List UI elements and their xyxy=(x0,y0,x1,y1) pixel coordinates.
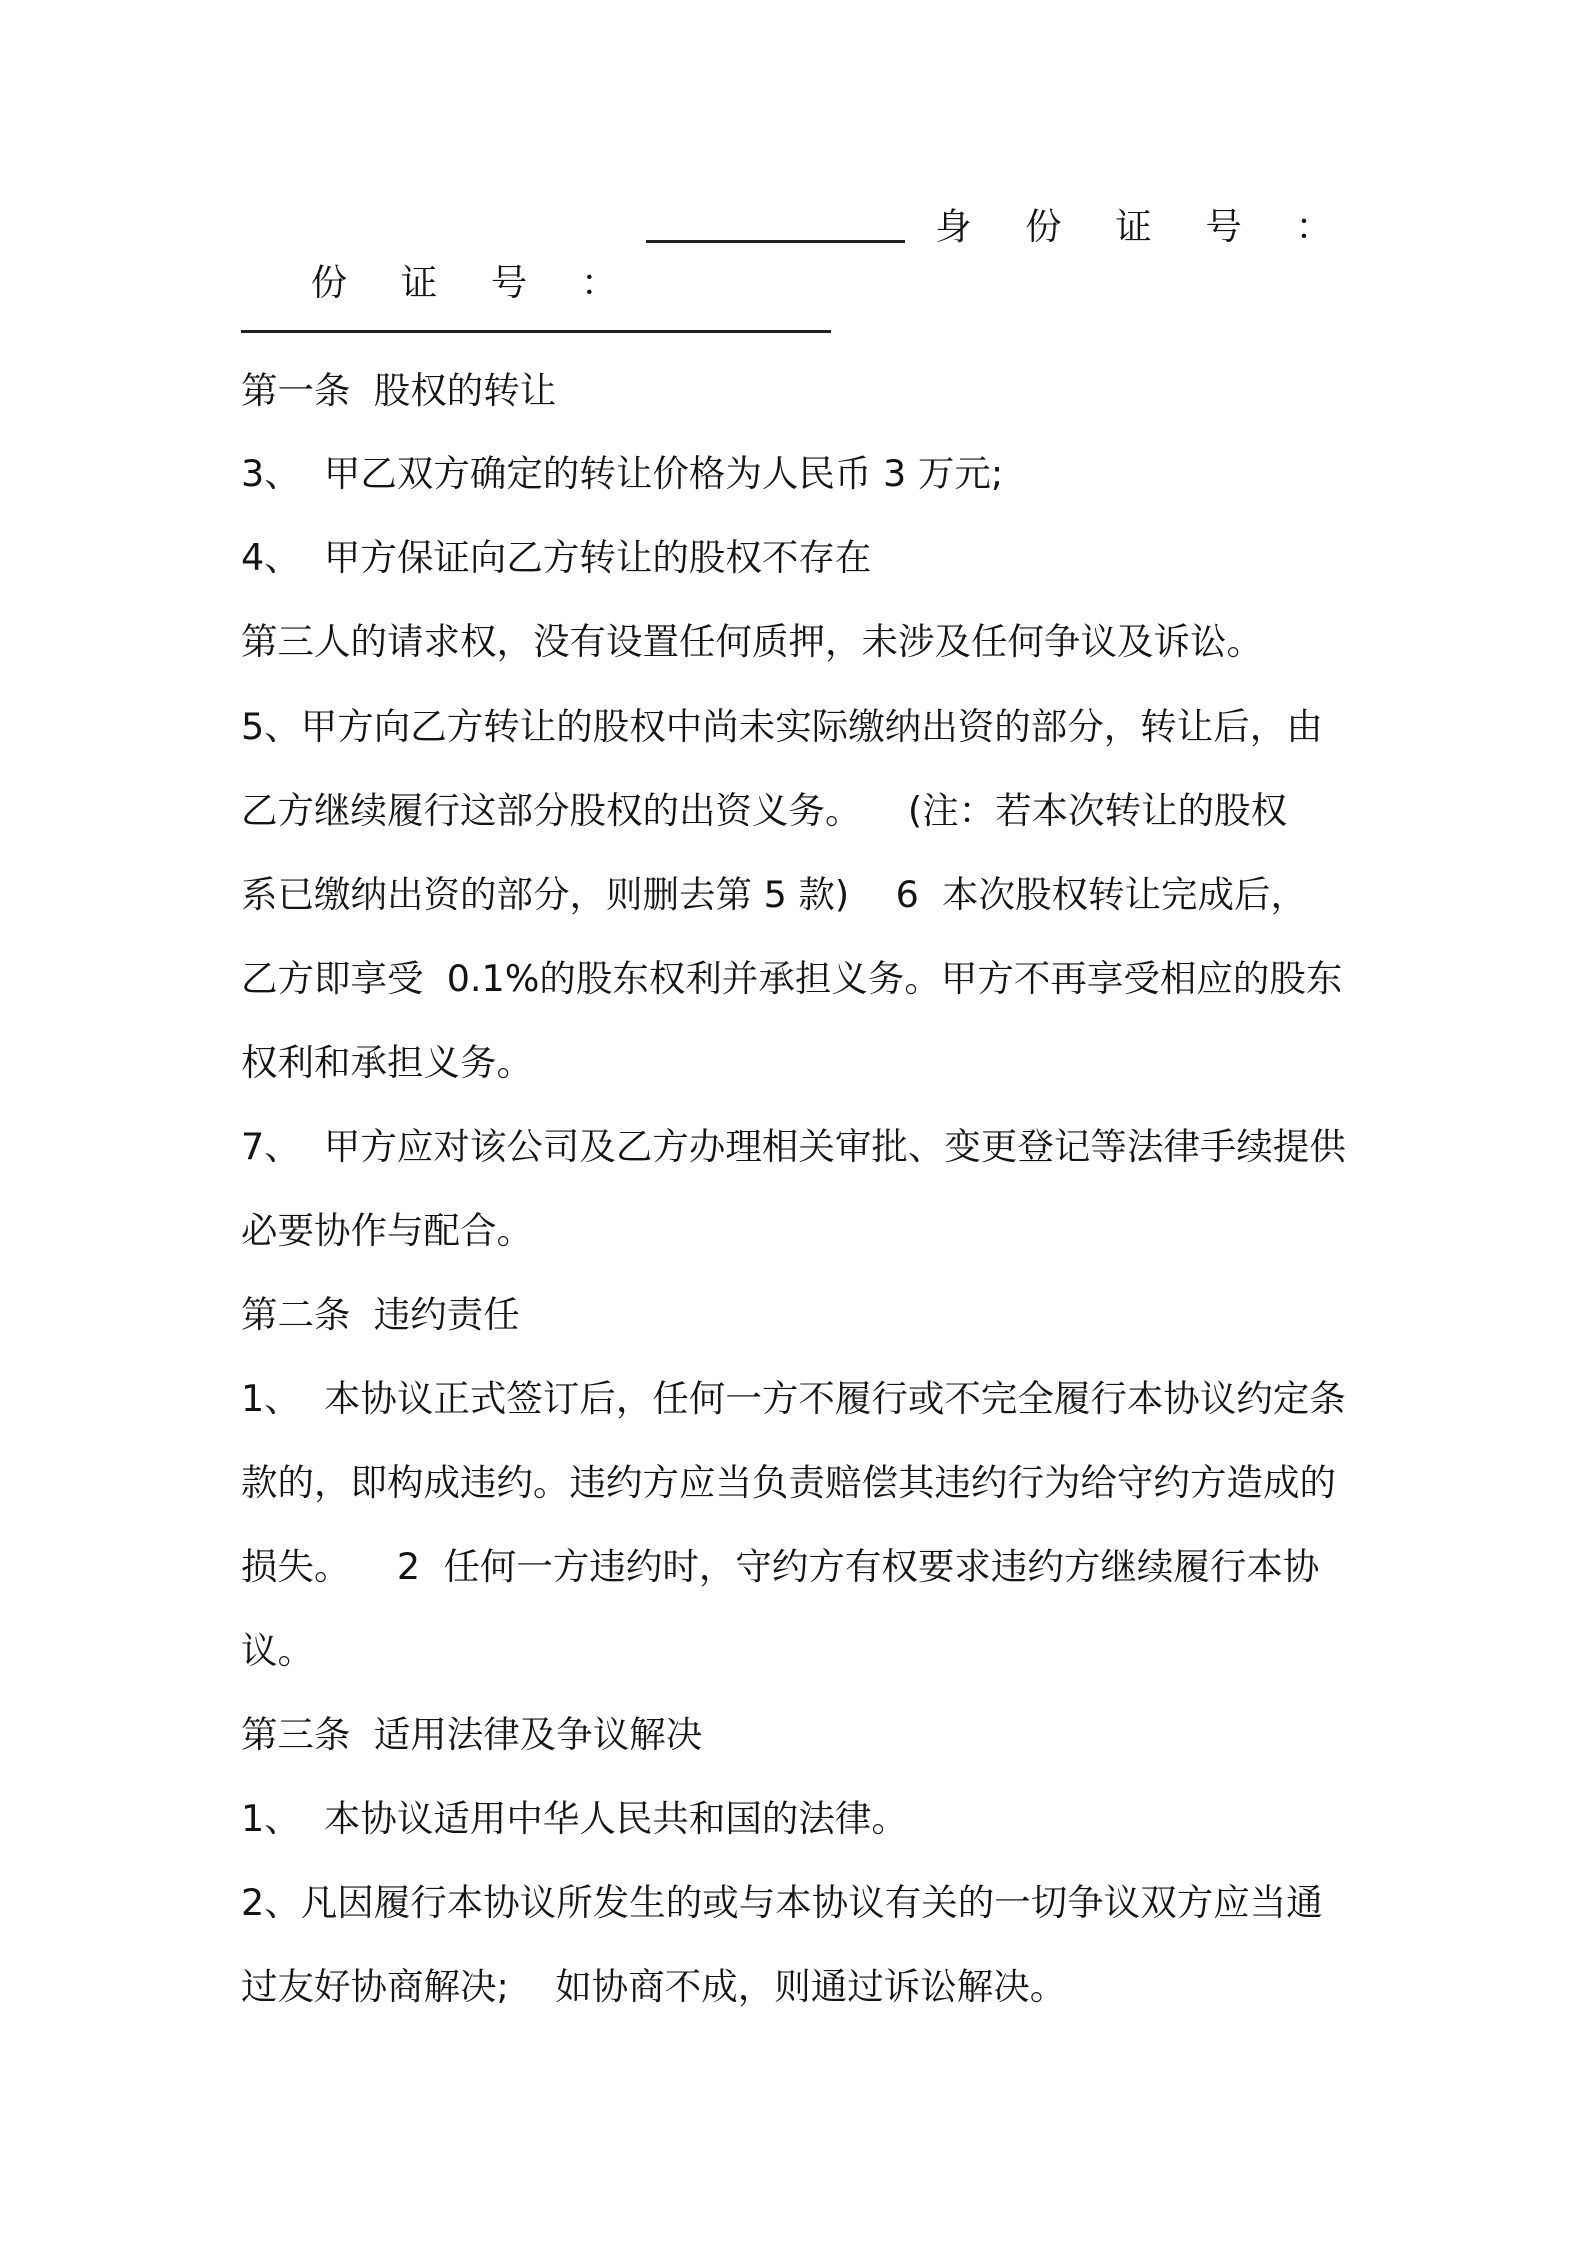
clause-line: 3、 甲乙双方确定的转让价格为人民币 3 万元; xyxy=(241,452,1004,495)
article-heading: 第一条 股权的转让 xyxy=(241,369,557,412)
id-number-label xyxy=(241,199,638,367)
clause-line: 系已缴纳出资的部分，则删去第 5 款) 6 本次股权转让完成后， xyxy=(241,873,1308,916)
clause-line: 第三人的请求权，没有设置任何质押，未涉及任何争议及诉讼。 xyxy=(241,620,1263,663)
clause-line: 款的，即构成违约。违约方应当负责赔偿其违约行为给守约方造成的 xyxy=(241,1461,1336,1504)
article-heading: 第三条 适用法律及争议解决 xyxy=(241,1713,703,1756)
clause-line: 4、 甲方保证向乙方转让的股权不存在 xyxy=(241,536,872,579)
clause-line: 议。 xyxy=(241,1629,314,1672)
clause-line: 权利和承担义务。 xyxy=(241,1041,533,1084)
clause-line: 必要协作与配合。 xyxy=(241,1209,533,1252)
id-number-blank-2 xyxy=(241,330,831,333)
id-number-label-2: 身 份 证 号 ： xyxy=(935,205,1353,248)
clause-line: 损失。 2 任何一方违约时，守约方有权要求违约方继续履行本协 xyxy=(241,1545,1320,1588)
article-heading: 第二条 违约责任 xyxy=(241,1293,520,1336)
id-number-label-text: 份 证 号 ： xyxy=(310,261,639,304)
clause-line: 过友好协商解决; 如协商不成，则通过诉讼解决。 xyxy=(241,1965,1067,2008)
clause-line: 7、 甲方应对该公司及乙方办理相关审批、变更登记等法律手续提供 xyxy=(241,1125,1346,1168)
clause-line: 1、 本协议正式签订后，任何一方不履行或不完全履行本协议约定条 xyxy=(241,1377,1346,1420)
id-number-blank-1 xyxy=(646,240,905,243)
clause-line: 乙方继续履行这部分股权的出资义务。 (注：若本次转让的股权 xyxy=(241,789,1288,832)
clause-line: 1、 本协议适用中华人民共和国的法律。 xyxy=(241,1797,908,1840)
id-number-row xyxy=(241,199,1353,367)
clause-line: 2、凡因履行本协议所发生的或与本协议有关的一切争议双方应当通 xyxy=(241,1881,1323,1924)
clause-line: 5、甲方向乙方转让的股权中尚未实际缴纳出资的部分，转让后，由 xyxy=(241,705,1323,748)
clause-line: 乙方即享受 0.1%的股东权利并承担义务。甲方不再享受相应的股东 xyxy=(241,957,1343,1000)
